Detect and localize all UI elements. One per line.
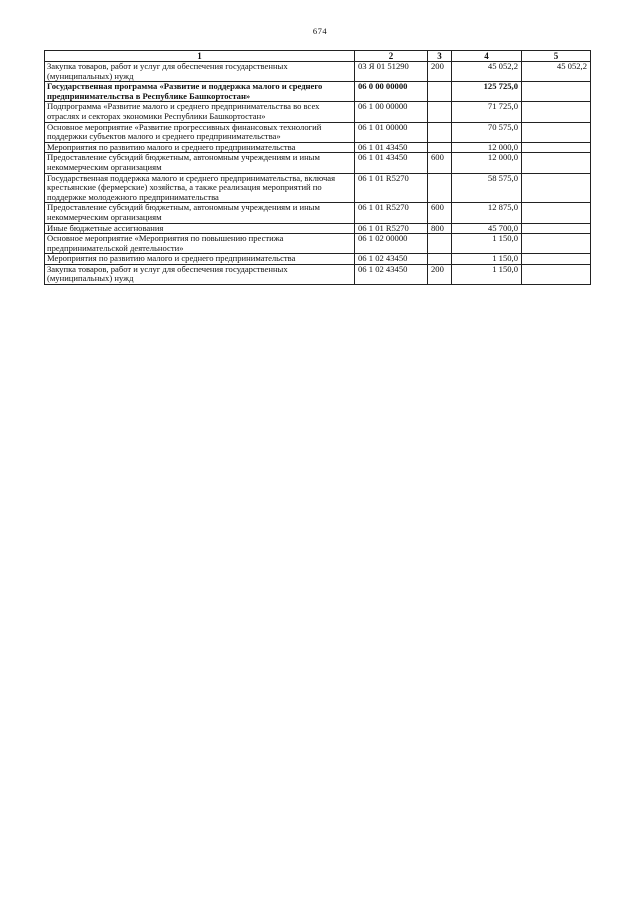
row-extra	[522, 223, 591, 234]
row-name: Мероприятия по развитию малого и среднего предпринимательства	[45, 254, 355, 265]
row-name: Предоставление субсидий бюджетным, автономным учреждениям и иным некоммерческим организациям	[45, 203, 355, 223]
row-type: 600	[428, 203, 452, 223]
row-name: Иные бюджетные ассигнования	[45, 223, 355, 234]
row-sum: 45 700,0	[452, 223, 522, 234]
row-type	[428, 102, 452, 122]
row-extra	[522, 102, 591, 122]
row-sum: 45 052,2	[452, 62, 522, 82]
header-col-4: 4	[452, 51, 522, 62]
row-name: Государственная программа «Развитие и поддержка малого и среднего предпринимательства в Республике Башкортостан»	[45, 82, 355, 102]
row-type	[428, 122, 452, 142]
header-row	[45, 51, 591, 62]
table-row	[45, 102, 591, 122]
table-row	[45, 234, 591, 254]
budget-table	[44, 50, 591, 285]
table-row	[45, 142, 591, 153]
row-type: 200	[428, 264, 452, 284]
header-col-2: 2	[355, 51, 428, 62]
row-extra	[522, 153, 591, 173]
table-row	[45, 173, 591, 203]
row-sum: 12 000,0	[452, 153, 522, 173]
row-code: 06 1 01 43450	[355, 153, 428, 173]
row-type	[428, 254, 452, 265]
row-type	[428, 234, 452, 254]
row-extra	[522, 142, 591, 153]
row-code: 06 1 02 43450	[355, 254, 428, 265]
table-row	[45, 254, 591, 265]
row-sum: 1 150,0	[452, 234, 522, 254]
row-type	[428, 82, 452, 102]
row-code: 06 1 01 R5270	[355, 223, 428, 234]
row-name: Мероприятия по развитию малого и среднего предпринимательства	[45, 142, 355, 153]
row-extra	[522, 82, 591, 102]
row-name: Предоставление субсидий бюджетным, автономным учреждениям и иным некоммерческим организациям	[45, 153, 355, 173]
row-code: 06 1 01 R5270	[355, 203, 428, 223]
row-type: 800	[428, 223, 452, 234]
row-extra	[522, 254, 591, 265]
table-row	[45, 223, 591, 234]
row-code: 06 1 01 00000	[355, 122, 428, 142]
row-code: 03 Я 01 51290	[355, 62, 428, 82]
row-code: 06 1 01 43450	[355, 142, 428, 153]
page-number: 674	[312, 26, 328, 36]
row-type: 200	[428, 62, 452, 82]
row-extra	[522, 203, 591, 223]
row-name: Основное мероприятие «Мероприятия по повышению престижа предпринимательской деятельности»	[45, 234, 355, 254]
row-code: 06 0 00 00000	[355, 82, 428, 102]
row-extra: 45 052,2	[522, 62, 591, 82]
row-sum: 1 150,0	[452, 264, 522, 284]
row-extra	[522, 122, 591, 142]
row-extra	[522, 234, 591, 254]
table-row	[45, 122, 591, 142]
row-code: 06 1 02 00000	[355, 234, 428, 254]
row-sum: 125 725,0	[452, 82, 522, 102]
table-row	[45, 62, 591, 82]
row-code: 06 1 02 43450	[355, 264, 428, 284]
header-col-5: 5	[522, 51, 591, 62]
row-extra	[522, 264, 591, 284]
row-type: 600	[428, 153, 452, 173]
table-row	[45, 153, 591, 173]
row-sum: 12 000,0	[452, 142, 522, 153]
row-sum: 58 575,0	[452, 173, 522, 203]
table-body	[45, 62, 591, 285]
row-sum: 12 875,0	[452, 203, 522, 223]
row-code: 06 1 01 R5270	[355, 173, 428, 203]
row-code: 06 1 00 00000	[355, 102, 428, 122]
table-row	[45, 264, 591, 284]
table-row	[45, 82, 591, 102]
row-extra	[522, 173, 591, 203]
row-type	[428, 142, 452, 153]
row-name: Подпрограмма «Развитие малого и среднего предпринимательства во всех отраслях и секторах экономики Республики Башкортостан»	[45, 102, 355, 122]
table-row	[45, 203, 591, 223]
row-sum: 71 725,0	[452, 102, 522, 122]
row-name: Основное мероприятие «Развитие прогрессивных финансовых технологий поддержки субъектов малого и среднего предпринимательства»	[45, 122, 355, 142]
table-header	[45, 51, 591, 62]
header-col-3: 3	[428, 51, 452, 62]
row-name: Государственная поддержка малого и среднего предпринимательства, включая крестьянские (фермерские) хозяйства, а также реализация мероприятий по поддержке молодежного предпринимательства	[45, 173, 355, 203]
row-sum: 1 150,0	[452, 254, 522, 265]
row-name: Закупка товаров, работ и услуг для обеспечения государственных (муниципальных) нужд	[45, 62, 355, 82]
row-sum: 70 575,0	[452, 122, 522, 142]
row-type	[428, 173, 452, 203]
header-col-1: 1	[45, 51, 355, 62]
row-name: Закупка товаров, работ и услуг для обеспечения государственных (муниципальных) нужд	[45, 264, 355, 284]
